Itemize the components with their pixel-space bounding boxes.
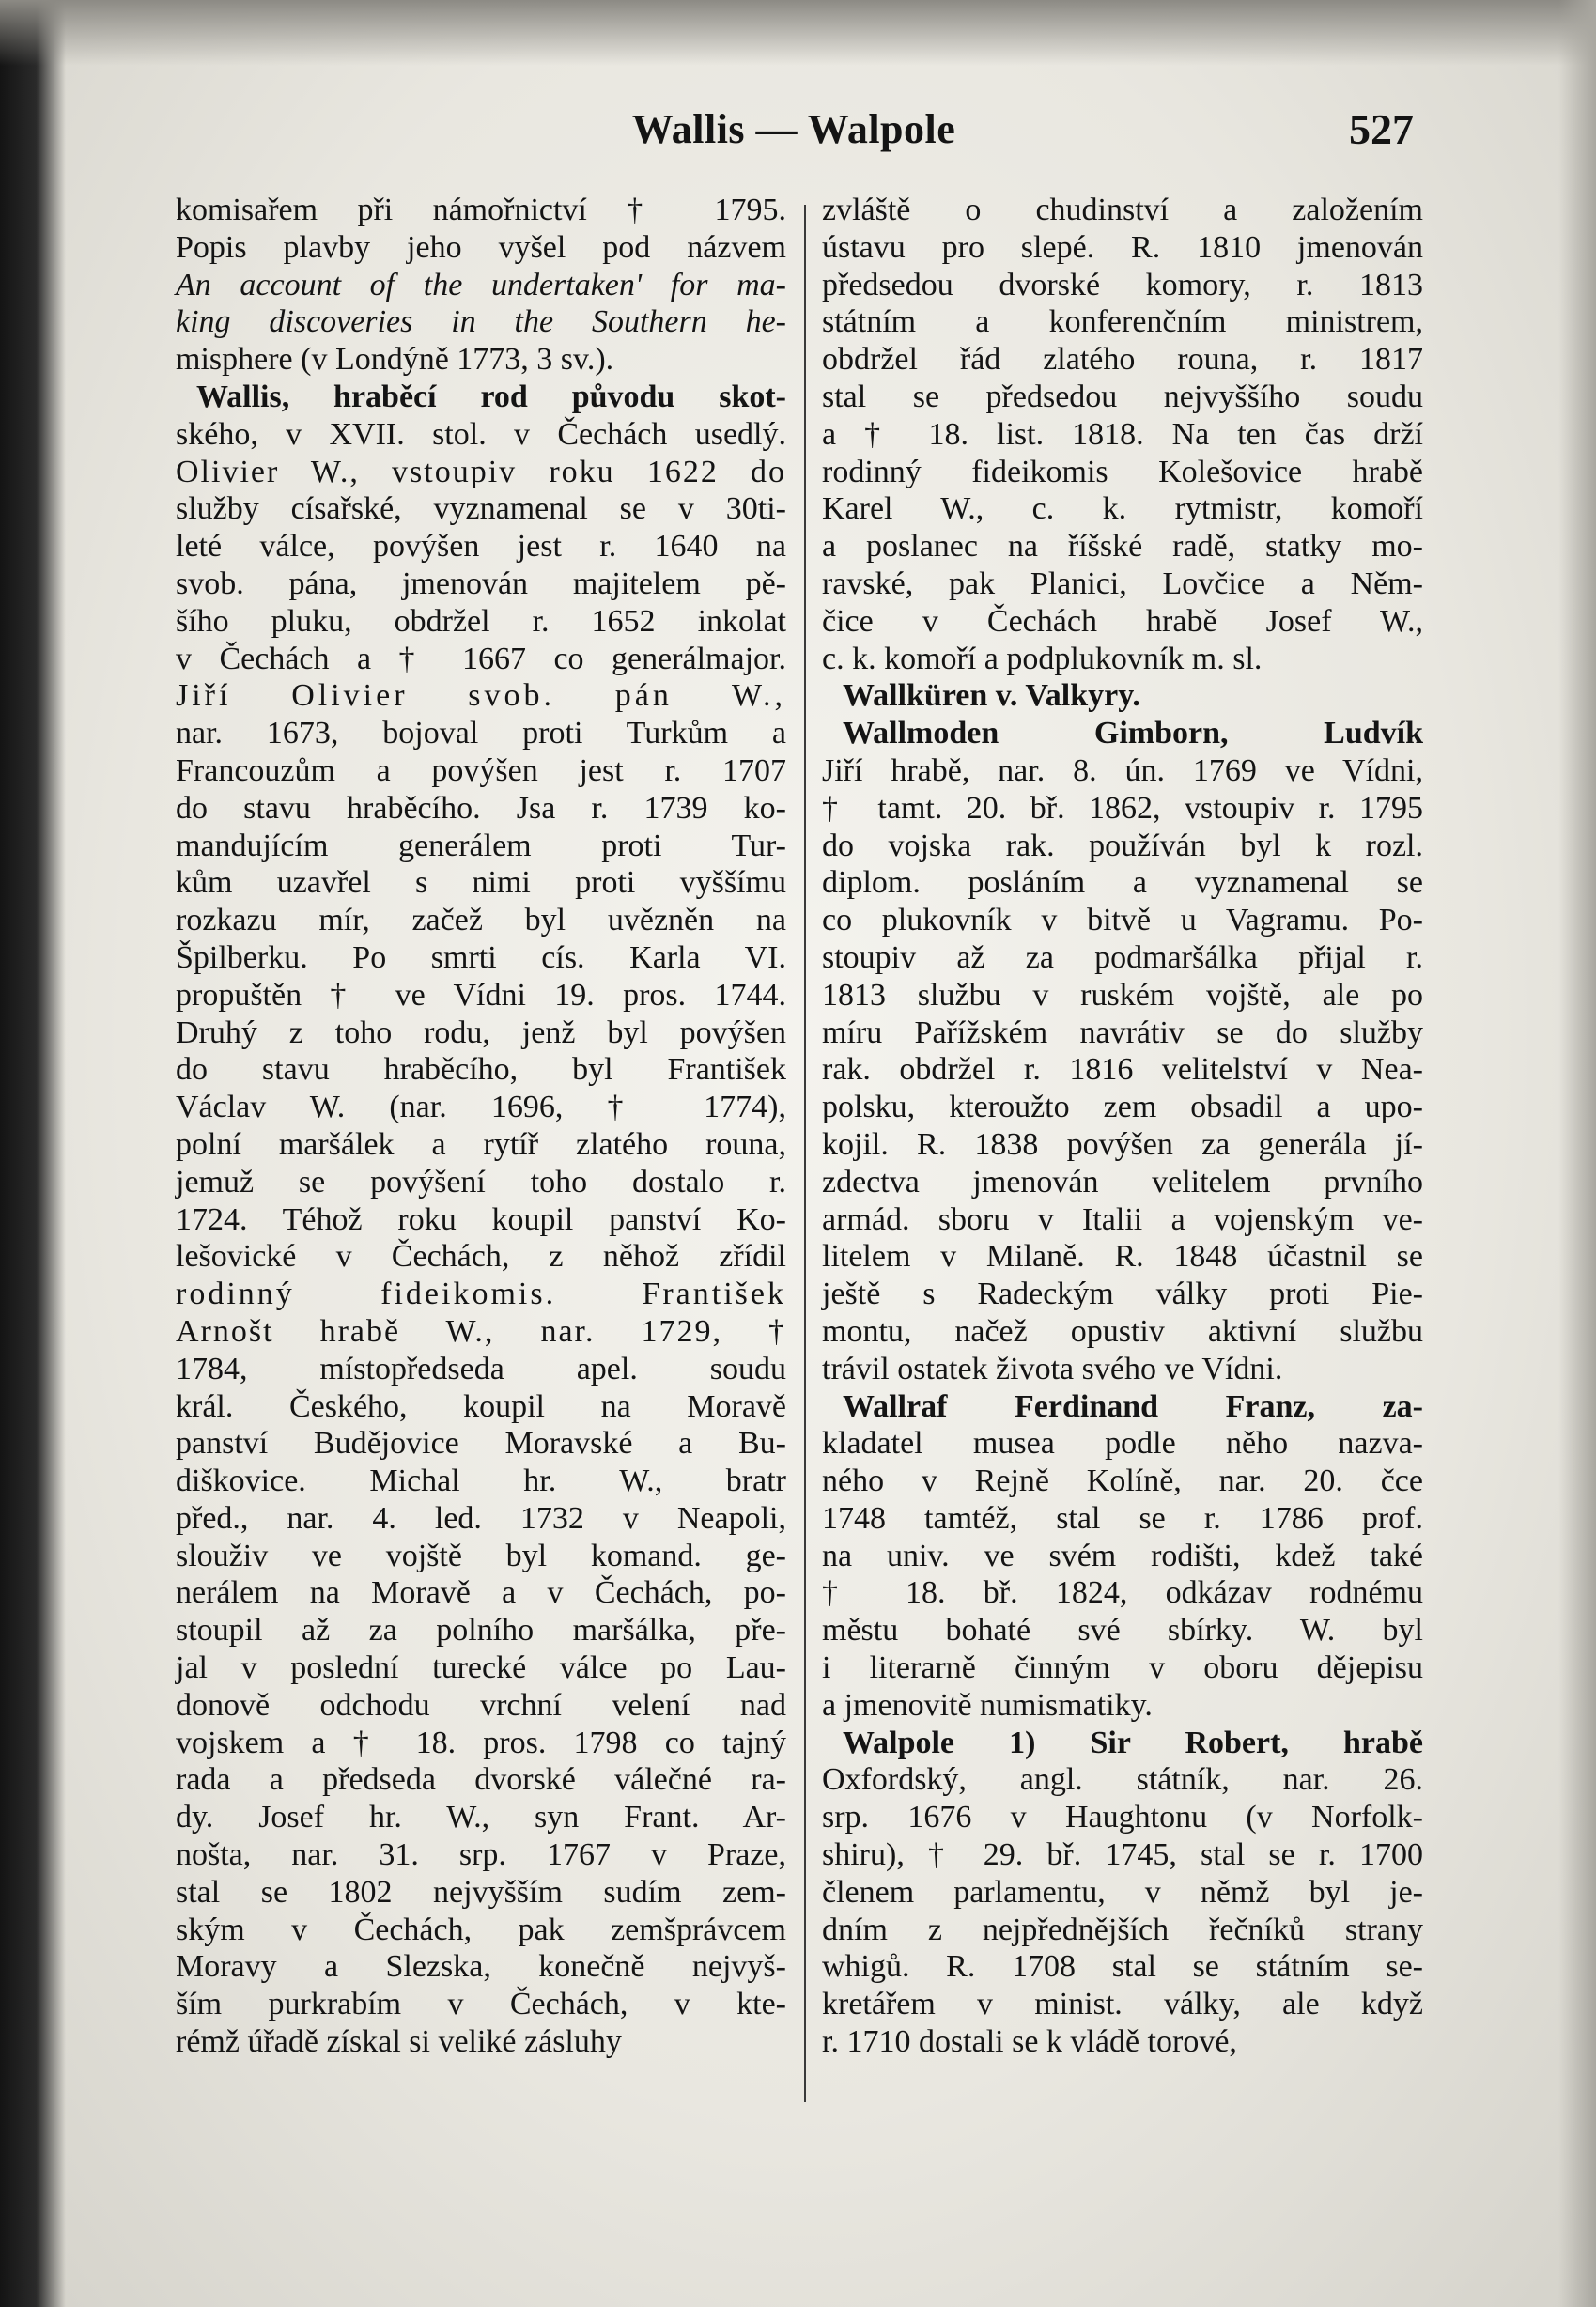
entry-heading-line: Wallraf Ferdinand Franz, za- — [843, 1388, 1423, 1424]
text-line: šího pluku, obdržel r. 1652 inkolat — [176, 603, 786, 639]
text-line: komisařem při námořnictví † 1795. — [176, 193, 786, 227]
text-line: Špilberku. Po smrti cís. Karla VI. — [176, 939, 786, 975]
text-line: do stavu hraběcího. Jsa r. 1739 ko- — [176, 790, 786, 826]
text-line: rak. obdržel r. 1816 velitelství v Nea- — [822, 1052, 1423, 1088]
text-line: vojskem a † 18. pros. 1798 co tajný — [176, 1725, 786, 1760]
column-divider — [804, 205, 806, 2102]
text-line: rodinný fideikomis Kolešovice hrabě — [822, 454, 1423, 489]
text-line: Druhý z toho rodu, jenž byl povýšen — [176, 1014, 786, 1050]
text-line: a † 18. list. 1818. Na ten čas drží — [822, 416, 1423, 452]
text-line: Oxfordský, angl. státník, nar. 26. — [822, 1762, 1423, 1798]
text-line: rémž úřadě získal si veliké zásluhy — [176, 2024, 622, 2060]
text-line: srp. 1676 v Haughtonu (v Norfolk- — [822, 1800, 1423, 1835]
text-line: rodinný fideikomis. František — [176, 1277, 786, 1312]
text-line: dy. Josef hr. W., syn Frant. Ar- — [176, 1800, 786, 1835]
text-line: kojil. R. 1838 povýšen za generála jí- — [822, 1126, 1423, 1162]
text-line: donově odchodu vrchní velení nad — [176, 1687, 786, 1723]
text-line: do stavu hraběcího, byl František — [176, 1052, 786, 1088]
text-line: v Čechách a † 1667 co generálmajor. — [176, 641, 786, 676]
text-line: kretářem v minist. války, ale když — [822, 1987, 1423, 2022]
text-line: litelem v Milaně. R. 1848 účastnil se — [822, 1239, 1423, 1275]
text-line: 1813 službu v ruském vojště, ale po — [822, 977, 1423, 1013]
text-line: Olivier W., vstoupiv roku 1622 do — [176, 454, 786, 489]
text-line: 1748 tamtéž, stal se r. 1786 prof. — [822, 1500, 1423, 1536]
text-line: trávil ostatek života svého ve Vídni. — [822, 1351, 1283, 1386]
text-line: zvláště o chudinství a založením — [822, 193, 1423, 227]
text-line: 1724. Téhož roku koupil panství Ko- — [176, 1201, 786, 1237]
text-line: do vojska rak. používán byl k rozl. — [822, 828, 1423, 863]
scan-edge-top — [0, 0, 1596, 66]
text-line: dním z nejpřednějších řečníků strany — [822, 1912, 1423, 1947]
text-line: ravské, pak Planici, Lovčice a Něm- — [822, 565, 1423, 601]
text-line: městu bohaté své sbírky. W. byl — [822, 1613, 1423, 1649]
entry-heading-line: Walpole 1) Sir Robert, hrabě — [843, 1725, 1423, 1760]
text-line: Arnošt hrabě W., nar. 1729, † — [176, 1313, 786, 1349]
text-line: král. Českého, koupil na Moravě — [176, 1388, 786, 1424]
text-line: whigů. R. 1708 stal se státním se- — [822, 1949, 1423, 1985]
text-line: † tamt. 20. bř. 1862, vstoupiv r. 1795 — [822, 790, 1423, 826]
text-line: polsku, kteroužto zem obsadil a upo- — [822, 1090, 1423, 1125]
text-line: nar. 1673, bojoval proti Turkům a — [176, 716, 786, 751]
text-line: r. 1710 dostali se k vládě torové, — [822, 2024, 1237, 2060]
text-line: stoupil až za polního maršálka, pře- — [176, 1613, 786, 1649]
text-line: propuštěn † ve Vídni 19. pros. 1744. — [176, 977, 786, 1013]
text-line: panství Budějovice Moravské a Bu- — [176, 1426, 786, 1462]
text-line: Karel W., c. k. rytmistr, komoří — [822, 491, 1423, 527]
text-line: 1784, místopředseda apel. soudu — [176, 1351, 786, 1386]
scan-edge-right — [1558, 0, 1596, 2307]
text-line: i literarně činným v oboru dějepisu — [822, 1650, 1423, 1686]
text-line: státním a konferenčním ministrem, — [822, 304, 1423, 340]
text-line: stal se 1802 nejvyšším sudím zem- — [176, 1874, 786, 1910]
scan-edge-left — [0, 0, 66, 2307]
text-line: ským v Čechách, pak zemšprávcem — [176, 1912, 786, 1947]
text-line: svob. pána, jmenován majitelem pě- — [176, 565, 786, 601]
text-line: An account of the undertaken' for ma- — [176, 267, 786, 302]
running-header — [174, 101, 1414, 158]
entry-heading-line: Wallmoden Gimborn, Ludvík — [843, 716, 1423, 751]
text-line: lešovické v Čechách, z něhož zřídil — [176, 1239, 786, 1275]
text-line: zdectva jmenován velitelem prvního — [822, 1164, 1423, 1200]
text-line: jemuž se povýšení toho dostalo r. — [176, 1164, 786, 1200]
text-line: armád. sboru v Italii a vojenským ve- — [822, 1201, 1423, 1237]
text-line: mandujícím generálem proti Tur- — [176, 828, 786, 863]
entry-heading-line: Wallküren v. Valkyry. — [843, 678, 1140, 714]
text-line: kladatel musea podle něho nazva- — [822, 1426, 1423, 1462]
text-line: shiru), † 29. bř. 1745, stal se r. 1700 — [822, 1837, 1423, 1873]
text-line: před., nar. 4. led. 1732 v Neapoli, — [176, 1500, 786, 1536]
text-line: a jmenovitě numismatiky. — [822, 1687, 1153, 1723]
text-line: Jiří Olivier svob. pán W., — [176, 678, 786, 714]
text-line: † 18. bř. 1824, odkázav rodnému — [822, 1575, 1423, 1611]
text-line: rozkazu mír, začež byl uvězněn na — [176, 903, 786, 938]
text-line: ším purkrabím v Čechách, v kte- — [176, 1987, 786, 2022]
text-line: leté válce, povýšen jest r. 1640 na — [176, 529, 786, 565]
text-line: služby císařské, vyznamenal se v 30ti- — [176, 491, 786, 527]
text-line: na univ. ve svém rodišti, kdež také — [822, 1538, 1423, 1573]
text-line: členem parlamentu, v němž byl je- — [822, 1874, 1423, 1910]
text-line: ještě s Radeckým války proti Pie- — [822, 1277, 1423, 1312]
text-line: Popis plavby jeho vyšel pod názvem — [176, 229, 786, 265]
text-line: ského, v XVII. stol. v Čechách usedlý. — [176, 416, 786, 452]
text-line: a poslanec na říšské radě, statky mo- — [822, 529, 1423, 565]
entry-heading-line: Wallis, hraběcí rod původu skot- — [196, 379, 786, 414]
text-line: ústavu pro slepé. R. 1810 jmenován — [822, 229, 1423, 265]
text-line: Francouzům a povýšen jest r. 1707 — [176, 752, 786, 788]
text-line: jal v poslední turecké válce po Lau- — [176, 1650, 786, 1686]
text-line: stal se předsedou nejvyššího soudu — [822, 379, 1423, 414]
text-line: rada a předseda dvorské válečné ra- — [176, 1762, 786, 1798]
text-line: slouživ ve vojště byl komand. ge- — [176, 1538, 786, 1573]
running-title: Wallis — Walpole — [631, 106, 956, 152]
text-line: diplom. posláním a vyznamenal se — [822, 865, 1423, 901]
text-line: diškovice. Michal hr. W., bratr — [176, 1463, 786, 1499]
text-line: stoupiv až za podmaršálka přijal r. — [822, 939, 1423, 975]
text-line: předsedou dvorské komory, r. 1813 — [822, 267, 1423, 302]
text-line: obdržel řád zlatého rouna, r. 1817 — [822, 342, 1423, 378]
text-line: co plukovník v bitvě u Vagramu. Po- — [822, 903, 1423, 938]
text-line: nošta, nar. 31. srp. 1767 v Praze, — [176, 1837, 786, 1873]
text-line: montu, načež opustiv aktivní službu — [822, 1313, 1423, 1349]
text-line: kům uzavřel s nimi proti vyššímu — [176, 865, 786, 901]
text-line: Václav W. (nar. 1696, † 1774), — [176, 1090, 786, 1125]
text-line: king discoveries in the Southern he- — [176, 304, 786, 340]
text-line: Jiří hrabě, nar. 8. ún. 1769 ve Vídni, — [822, 752, 1423, 788]
text-line: polní maršálek a rytíř zlatého rouna, — [176, 1126, 786, 1162]
text-line: míru Pařížském navrátiv se do služby — [822, 1014, 1423, 1050]
text-line: misphere (v Londýně 1773, 3 sv.). — [176, 342, 614, 378]
text-line: Moravy a Slezska, konečně nejvyš- — [176, 1949, 786, 1985]
page-number: 527 — [1349, 105, 1414, 153]
right-column — [822, 192, 1423, 2061]
left-column — [176, 192, 786, 2061]
text-line: c. k. komoří a podplukovník m. sl. — [822, 641, 1263, 676]
text-line: ného v Rejně Kolíně, nar. 20. čce — [822, 1463, 1423, 1499]
text-line: nerálem na Moravě a v Čechách, po- — [176, 1575, 786, 1611]
text-line: čice v Čechách hrabě Josef W., — [822, 603, 1423, 639]
